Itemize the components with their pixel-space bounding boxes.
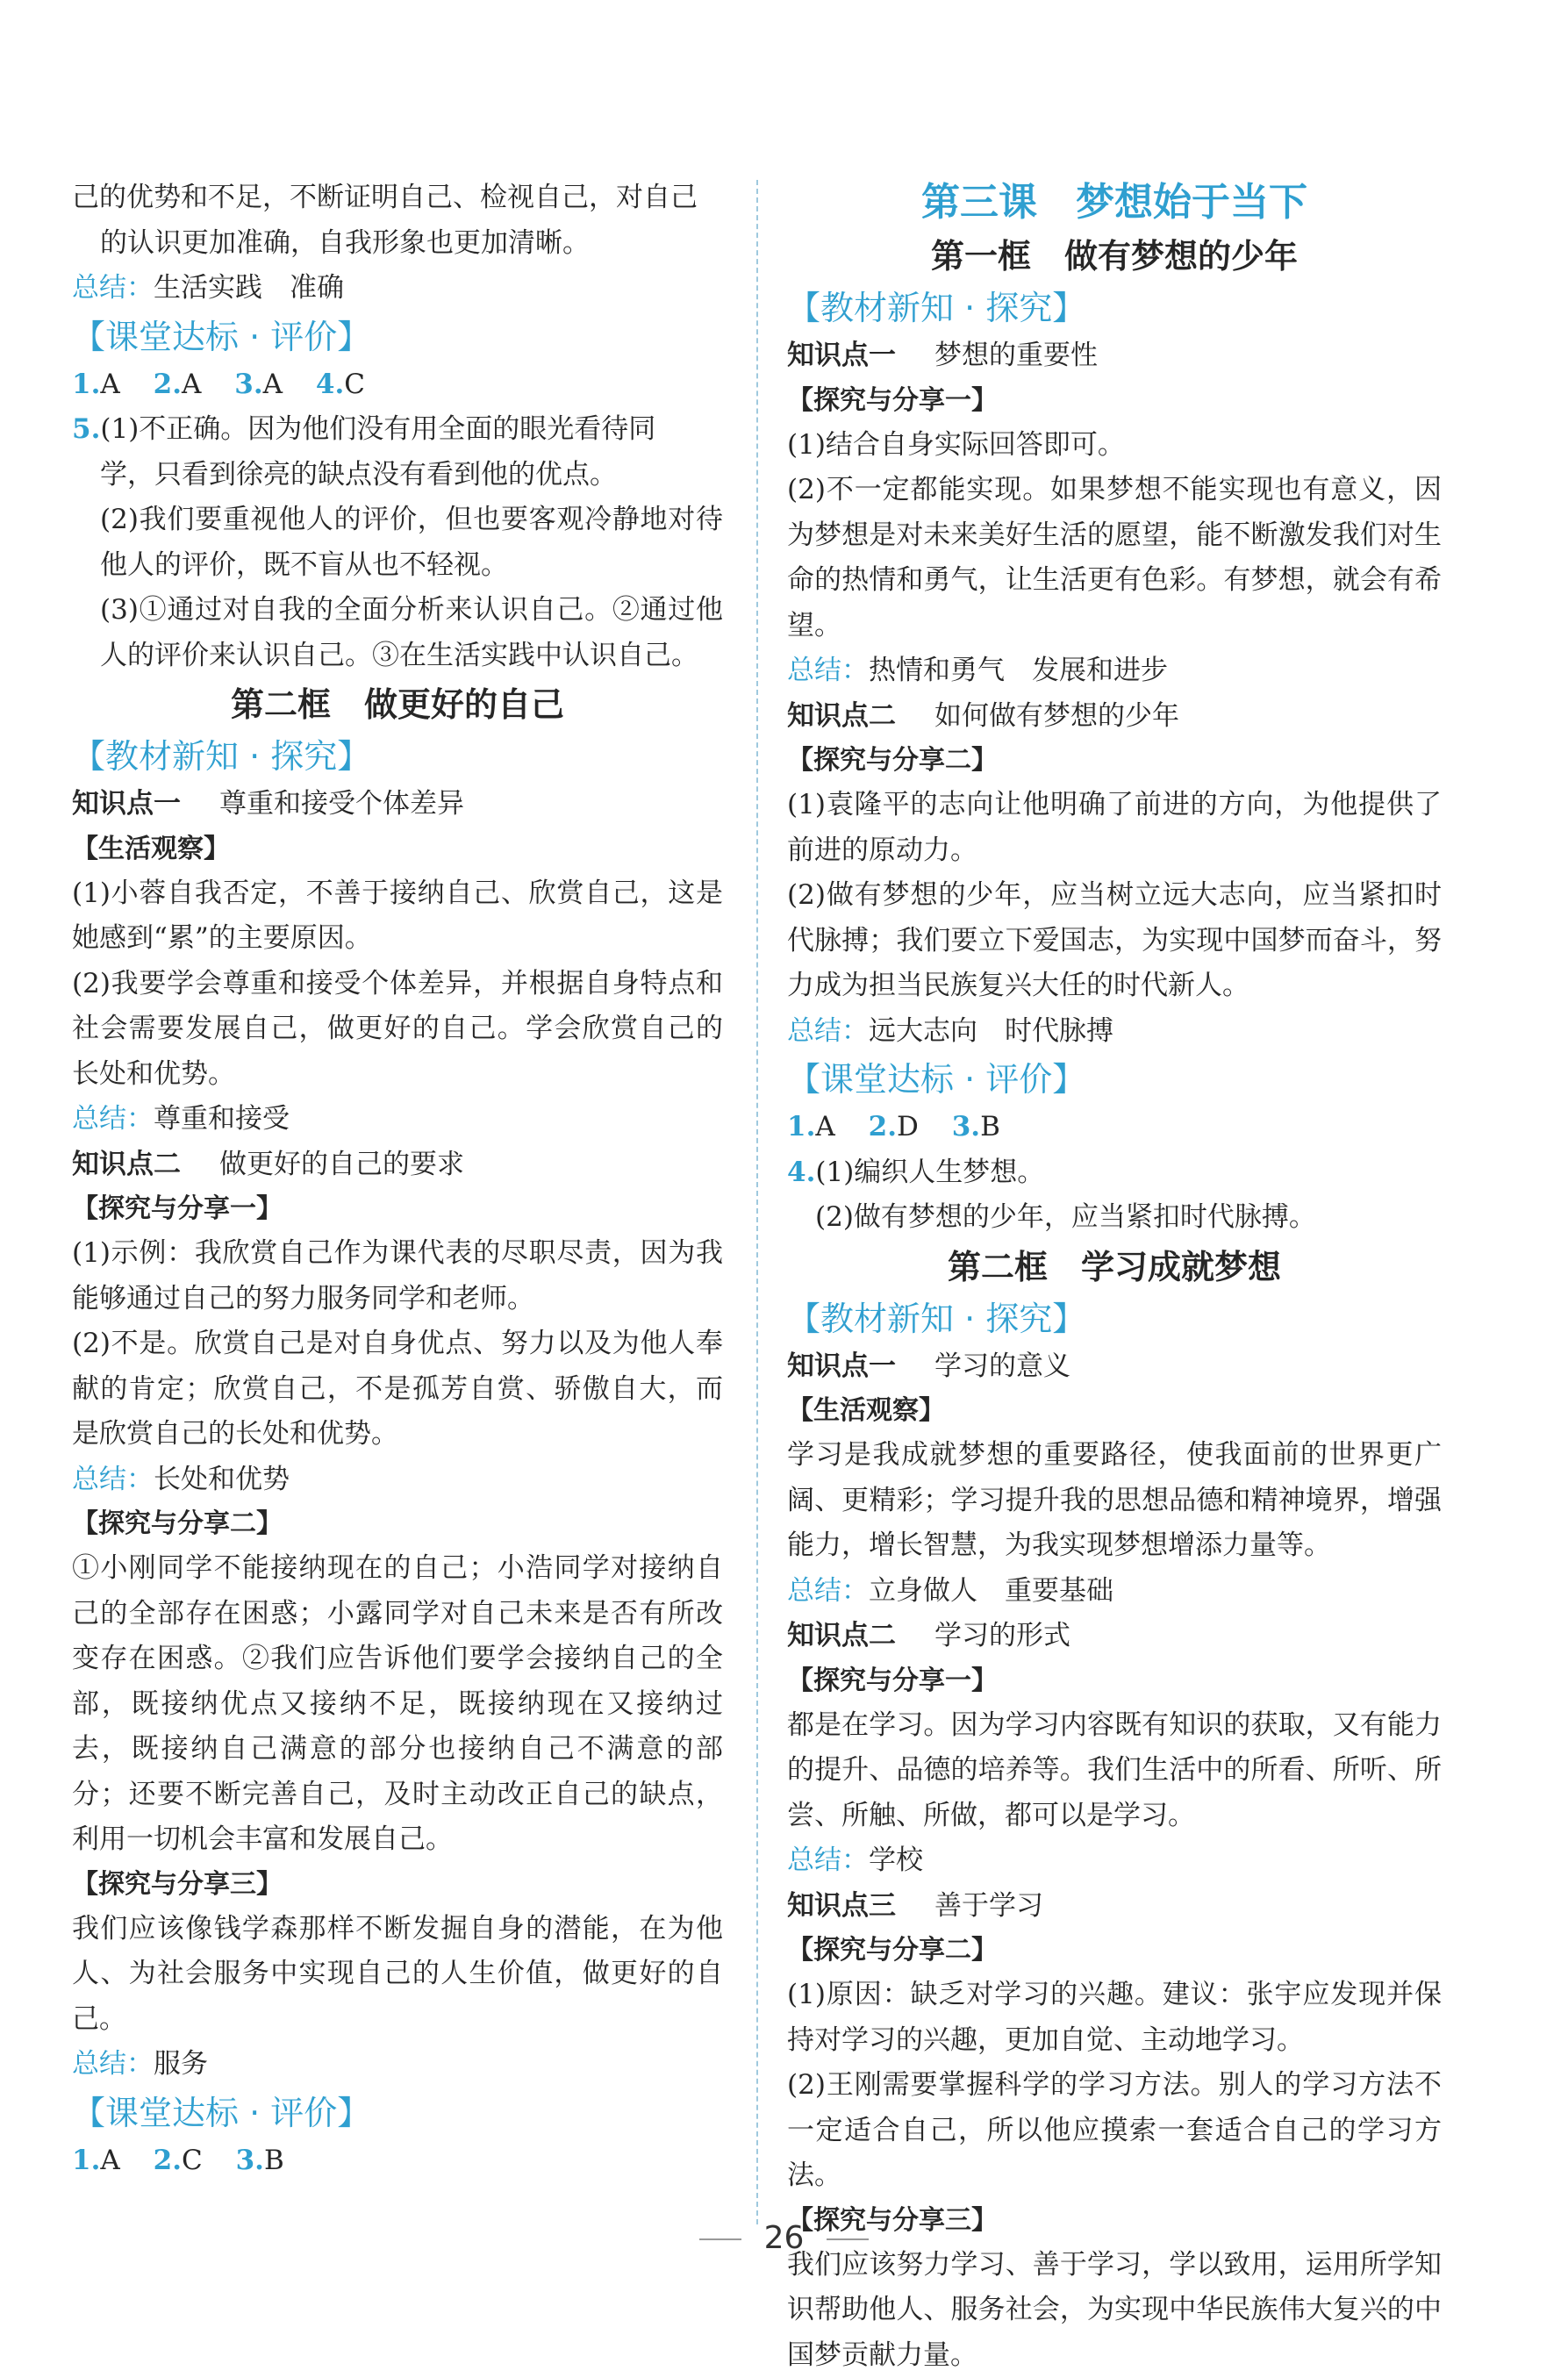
section-heading: 【教材新知 · 探究】 <box>787 283 1442 333</box>
question-5-part: (3)①通过对自我的全面分析来认识自己。②通过他人的评价来认识自己。③在生活实践中认识自己。 <box>72 588 723 678</box>
summary: 总结：远大志向 时代脉搏 <box>787 1009 1442 1055</box>
knowledge-point: 知识点一 学习的意义 <box>787 1344 1442 1390</box>
left-column <box>72 175 723 2183</box>
paragraph: (1)原因：缺乏对学习的兴趣。建议：张宇应发现并保持对学习的兴趣，更加自觉、主动地学习。 <box>787 1973 1442 2063</box>
knowledge-point: 知识点二 做更好的自己的要求 <box>72 1142 723 1188</box>
sub-heading: 【探究与分享一】 <box>787 379 1442 423</box>
question-5-part: (2)我们要重视他人的评价，但也要客观冷静地对待他人的评价，既不盲从也不轻视。 <box>72 498 723 588</box>
paragraph: 学习是我成就梦想的重要路径，使我面前的世界更广阔、更精彩；学习提升我的思想品德和精神境界，增强能力，增长智慧，为我实现梦想增添力量等。 <box>787 1433 1442 1569</box>
summary: 总结：热情和勇气 发展和进步 <box>787 648 1442 694</box>
right-column <box>787 175 1442 2378</box>
section-heading: 【课堂达标 · 评价】 <box>787 1054 1442 1105</box>
answer-row: 1.A 2.C 3.B <box>72 2138 723 2184</box>
sub-heading: 【探究与分享二】 <box>787 739 1442 783</box>
paragraph: (2)做有梦想的少年，应当树立远大志向，应当紧扣时代脉搏；我们要立下爱国志，为实现中国梦而奋斗，努力成为担当民族复兴大任的时代新人。 <box>787 873 1442 1009</box>
summary: 总结：立身做人 重要基础 <box>787 1569 1442 1615</box>
paragraph: 我们应该努力学习、善于学习，学以致用，运用所学知识帮助他人、服务社会，为实现中华民族伟大复兴的中国梦贡献力量。 <box>787 2243 1442 2378</box>
section-heading: 【教材新知 · 探究】 <box>787 1293 1442 1344</box>
frame-title: 第二框 做更好的自己 <box>72 678 723 731</box>
sub-heading: 【探究与分享三】 <box>72 1863 723 1907</box>
sub-heading: 【生活观察】 <box>72 827 723 871</box>
section-heading: 【课堂达标 · 评价】 <box>72 312 723 362</box>
summary: 总结：生活实践 准确 <box>72 266 723 312</box>
paragraph: (2)不一定都能实现。如果梦想不能实现也有意义，因为梦想是对未来美好生活的愿望，能不断激发我们对生命的热情和勇气，让生活更有色彩。有梦想，就会有希望。 <box>787 468 1442 648</box>
knowledge-point: 知识点一 尊重和接受个体差异 <box>72 782 723 827</box>
sub-heading: 【探究与分享二】 <box>72 1502 723 1546</box>
sub-heading: 【探究与分享一】 <box>787 1659 1442 1703</box>
paragraph: (1)结合自身实际回答即可。 <box>787 423 1442 469</box>
paragraph: 都是在学习。因为学习内容既有知识的获取，又有能力的提升、品德的培养等。我们生活中的所看、所听、所尝、所触、所做，都可以是学习。 <box>787 1703 1442 1839</box>
question-4-line: (2)做有梦想的少年，应当紧扣时代脉搏。 <box>787 1195 1442 1241</box>
section-heading: 【课堂达标 · 评价】 <box>72 2088 723 2138</box>
section-heading: 【教材新知 · 探究】 <box>72 731 723 782</box>
frame-title: 第一框 做有梦想的少年 <box>787 230 1442 283</box>
question-5-line: 学，只看到徐亮的缺点没有看到他的优点。 <box>72 453 723 498</box>
paragraph: (2)王刚需要掌握科学的学习方法。别人的学习方法不一定适合自己，所以他应摸索一套适合自己的学习方法。 <box>787 2063 1442 2199</box>
paragraph: (1)袁隆平的志向让他明确了前进的方向，为他提供了前进的原动力。 <box>787 783 1442 873</box>
intro-line: 己的优势和不足，不断证明自己、检视自己，对自己 <box>72 175 723 221</box>
lesson-title: 第三课 梦想始于当下 <box>787 175 1442 230</box>
column-divider <box>756 180 758 2224</box>
knowledge-point: 知识点三 善于学习 <box>787 1884 1442 1930</box>
question-4: 4.(1)编织人生梦想。 <box>787 1150 1442 1196</box>
sub-heading: 【探究与分享二】 <box>787 1929 1442 1973</box>
knowledge-point: 知识点一 梦想的重要性 <box>787 333 1442 379</box>
frame-title: 第二框 学习成就梦想 <box>787 1241 1442 1293</box>
paragraph: (1)小蓉自我否定，不善于接纳自己、欣赏自己，这是她感到“累”的主要原因。 <box>72 871 723 962</box>
answer-row: 1.A 2.D 3.B <box>787 1105 1442 1150</box>
knowledge-point: 知识点二 学习的形式 <box>787 1614 1442 1659</box>
paragraph: ①小刚同学不能接纳现在的自己；小浩同学对接纳自己的全部存在困惑；小露同学对自己未来是否有所改变存在困惑。②我们应告诉他们要学会接纳自己的全部，既接纳优点又接纳不足，既接纳现在又接纳过去，既接纳自己满意的部分也接纳自己不满意的部分；还要不断完善自己，及时主动改正自己的缺点，利用一切机会丰富和发展自己。 <box>72 1546 723 1863</box>
paragraph: (1)示例：我欣赏自己作为课代表的尽职尽责，因为我能够通过自己的努力服务同学和老师。 <box>72 1231 723 1322</box>
paragraph: (2)不是。欣赏自己是对自身优点、努力以及为他人奉献的肯定；欣赏自己，不是孤芳自赏、骄傲自大，而是欣赏自己的长处和优势。 <box>72 1322 723 1458</box>
paragraph: 我们应该像钱学森那样不断发掘自身的潜能，在为他人、为社会服务中实现自己的人生价值，做更好的自己。 <box>72 1907 723 2043</box>
intro-line: 的认识更加准确，自我形象也更加清晰。 <box>72 221 723 267</box>
answer-row: 1.A 2.A 3.A 4.C <box>72 362 723 408</box>
sub-heading: 【探究与分享一】 <box>72 1187 723 1231</box>
sub-heading: 【探究与分享三】 <box>787 2199 1442 2243</box>
knowledge-point: 知识点二 如何做有梦想的少年 <box>787 694 1442 740</box>
summary: 总结：服务 <box>72 2042 723 2088</box>
summary: 总结：学校 <box>787 1838 1442 1884</box>
summary: 总结：长处和优势 <box>72 1458 723 1503</box>
summary: 总结：尊重和接受 <box>72 1097 723 1142</box>
question-5: 5.(1)不正确。因为他们没有用全面的眼光看待同 <box>72 407 723 453</box>
paragraph: (2)我要学会尊重和接受个体差异，并根据自身特点和社会需要发展自己，做更好的自己。学会欣赏自己的长处和优势。 <box>72 962 723 1098</box>
sub-heading: 【生活观察】 <box>787 1389 1442 1433</box>
page-number: 26 <box>0 2220 1568 2256</box>
